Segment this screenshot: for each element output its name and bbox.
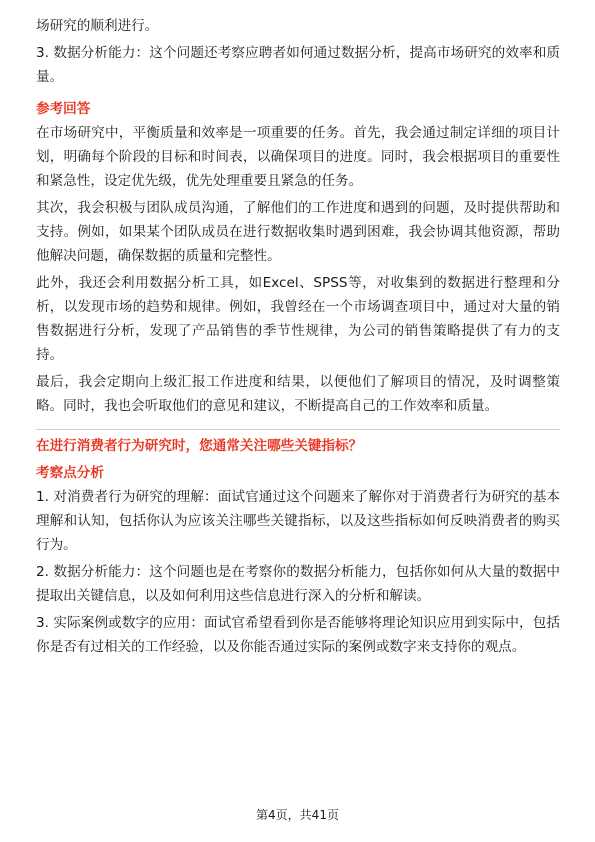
answer-paragraph: 其次，我会积极与团队成员沟通，了解他们的工作进度和遇到的问题，及时提供帮助和支持。例如，如果某个团队成员在进行数据收集时遇到困难，我会协调其他资源，帮助他解决问题，确保数据的质量和完整性。 [36, 200, 560, 264]
continuation-text: 场研究的顺利进行。 [36, 18, 159, 34]
answer-paragraph: 此外，我还会利用数据分析工具，如Excel、SPSS等，对收集到的数据进行整理和分析，以发现市场的趋势和规律。例如，我曾经在一个市场调查项目中，通过对大量的销售数据进行分析，发现了产品销售的季节性规律，为公司的销售策略提供了有力的支持。 [36, 275, 560, 363]
section-divider [36, 429, 560, 430]
analysis-point: 2. 数据分析能力：这个问题也是在考察你的数据分析能力，包括你如何从大量的数据中提取出关键信息，以及如何利用这些信息进行深入的分析和解读。 [36, 564, 560, 604]
reference-answer-heading: 参考回答 [36, 101, 91, 117]
page-indicator: 第4页，共41页 [256, 808, 339, 822]
answer-paragraph: 最后，我会定期向上级汇报工作进度和结果，以便他们了解项目的情况，及时调整策略。同时，我也会听取他们的意见和建议，不断提高自己的工作效率和质量。 [36, 374, 560, 414]
page-footer [0, 806, 595, 823]
document-page [36, 14, 560, 659]
analysis-point: 1. 对消费者行为研究的理解：面试官通过这个问题来了解你对于消费者行为研究的基本理解和认知，包括你认为应该关注哪些关键指标，以及这些指标如何反映消费者的购买行为。 [36, 489, 560, 553]
answer-paragraph: 在市场研究中，平衡质量和效率是一项重要的任务。首先，我会通过制定详细的项目计划，明确每个阶段的目标和时间表，以确保项目的进度。同时，我会根据项目的重要性和紧急性，设定优先级，优先处理重要且紧急的任务。 [36, 125, 560, 189]
analysis-point: 3. 实际案例或数字的应用：面试官希望看到你是否能够将理论知识应用到实际中，包括你是否有过相关的工作经验，以及你能否通过实际的案例或数字来支持你的观点。 [36, 615, 560, 655]
analysis-heading: 考察点分析 [36, 465, 104, 481]
analysis-point-3-previous: 3. 数据分析能力：这个问题还考察应聘者如何通过数据分析，提高市场研究的效率和质量。 [36, 45, 560, 85]
question-title: 在进行消费者行为研究时，您通常关注哪些关键指标？ [36, 438, 363, 454]
